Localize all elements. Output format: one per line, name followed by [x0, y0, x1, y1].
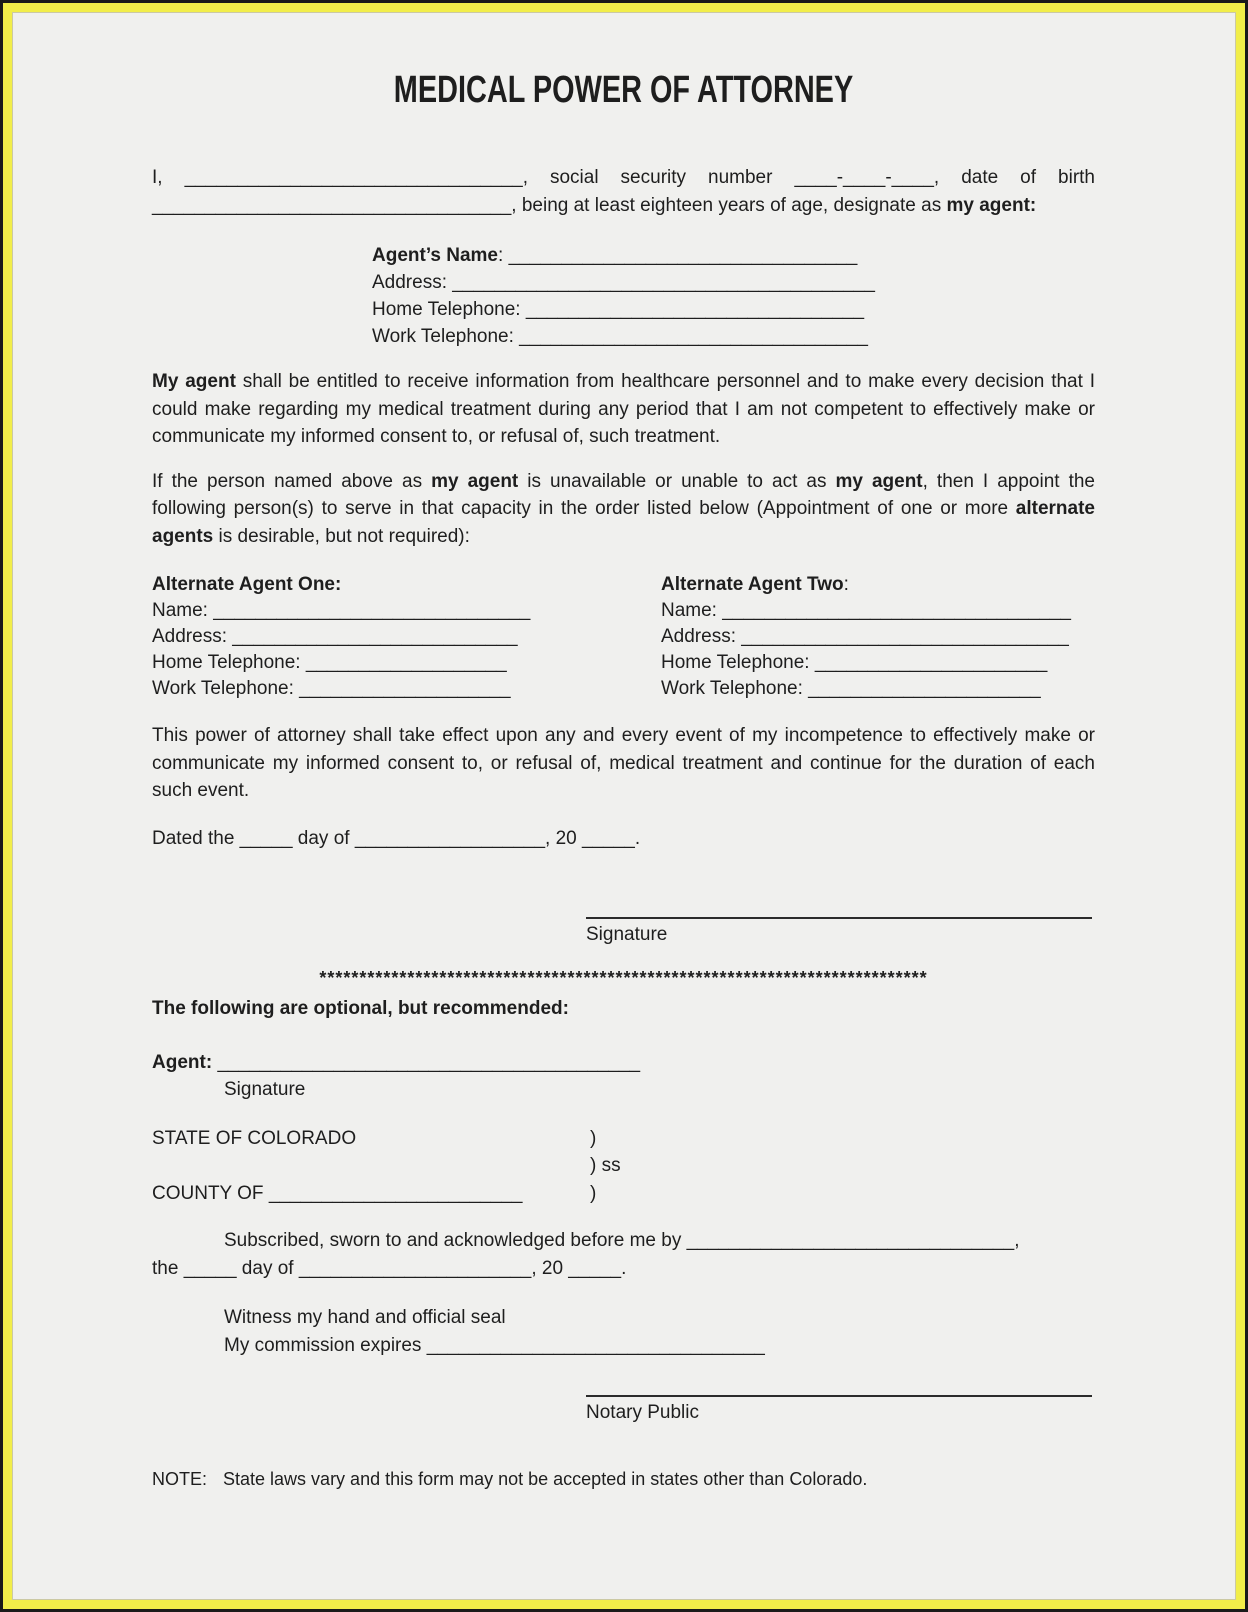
agent-address-label: Address:: [372, 272, 453, 293]
agent-home-phone-blank: ________________________________: [525, 299, 865, 320]
note-label: NOTE:: [152, 1469, 208, 1489]
witness-seal-line: Witness my hand and official seal: [224, 1307, 506, 1328]
agent-work-phone-blank: _________________________________: [519, 326, 868, 347]
alt-one-work-phone-label: Work Telephone:: [152, 678, 300, 699]
intro-text-4: , being at least eighteen years of age, designate as: [511, 194, 947, 216]
venue-paren-3: ): [590, 1182, 597, 1204]
agent-name-line: [372, 242, 1095, 269]
my-agent-bold: my agent:: [946, 194, 1037, 216]
optional-heading: The following are optional, but recommended:: [152, 998, 569, 1019]
alt-bold-3: alternate agents: [152, 498, 1095, 547]
agent-name-sep: :: [498, 245, 509, 266]
agent-work-phone-label: Work Telephone:: [372, 326, 520, 347]
acknowledgment-line-1: [224, 1227, 1095, 1255]
intro-paragraph: [152, 164, 1095, 219]
notary-venue-block: [152, 1125, 1095, 1208]
entitlement-paragraph: [152, 368, 1095, 451]
intro-text-2: , social security number: [522, 167, 795, 188]
alt-two-address-line: [661, 624, 1095, 650]
venue-county-label: COUNTY OF: [152, 1182, 269, 1204]
alt-two-header-colon: :: [843, 574, 849, 595]
agent-signature-blank: ________________________________________: [217, 1051, 641, 1073]
entitlement-text: shall be entitled to receive information from healthcare personnel and to make every decision that I could make regarding my medical treatment during any period that I am not competent to effectively make or communicate my informed consent to, or refusal of, such treatment.: [152, 371, 1095, 447]
alt-one-work-phone-line: [152, 676, 661, 702]
alt-two-work-phone-line: [661, 676, 1095, 702]
acknowledged-by-blank: _______________________________: [686, 1230, 1015, 1251]
alt-one-home-phone-blank: ___________________: [305, 652, 507, 673]
commission-expires-label: My commission expires: [224, 1334, 427, 1356]
alternate-agent-two-block: [661, 572, 1095, 702]
alt-two-address-blank: _______________________________: [741, 626, 1069, 647]
intro-text-1: I,: [152, 167, 185, 188]
alt-text-2: is unavailable or unable to act as: [518, 470, 836, 492]
ssn-blank: ____-____-____: [794, 167, 934, 188]
alt-two-address-label: Address:: [661, 626, 742, 647]
alt-two-header-bold: Alternate Agent Two: [661, 574, 844, 595]
effective-upon-paragraph: This power of attorney shall take effect upon any and every event of my incompetence to effectively make or communicate my informed consent to, or refusal of, medical treatment and continue for the duration of each such event.: [152, 725, 1095, 801]
asterisk-divider: ****************************************************************************: [319, 968, 928, 988]
entitlement-bold: My agent: [152, 371, 236, 392]
acknowledgment-line-2: the _____ day of ______________________, 20 _____.: [152, 1257, 627, 1279]
acknowledgment-text: Subscribed, sworn to and acknowledged before me by: [224, 1230, 687, 1251]
notary-acknowledgment: [152, 1227, 1095, 1282]
commission-expires-blank: ________________________________: [426, 1334, 765, 1356]
alt-two-home-phone-line: [661, 650, 1095, 676]
alt-two-name-label: Name:: [661, 600, 723, 621]
alternate-appointment-paragraph: [152, 468, 1095, 551]
agent-signature-line: [152, 1049, 1095, 1077]
alt-two-work-phone-label: Work Telephone:: [661, 678, 809, 699]
date-of-birth-blank: __________________________________: [152, 194, 512, 216]
alt-one-address-label: Address:: [152, 626, 233, 647]
agent-work-phone-line: [372, 323, 1095, 350]
intro-text-3: , date of birth: [933, 167, 1095, 188]
alt-one-name-label: Name:: [152, 600, 214, 621]
agent-signature-block: [152, 1049, 1095, 1104]
alt-one-name-blank: ______________________________: [213, 600, 531, 621]
venue-state-line: [152, 1125, 1095, 1153]
alt-text-4: is desirable, but not required):: [213, 525, 470, 547]
principal-signature-label: Signature: [586, 924, 668, 945]
notary-signature-label: Notary Public: [586, 1402, 699, 1423]
agent-info-block: [372, 242, 1095, 350]
agent-name-label: Agent’s Name: [372, 245, 498, 266]
commission-expires-line: [224, 1332, 1095, 1360]
alt-two-home-phone-label: Home Telephone:: [661, 652, 815, 673]
venue-county-line: [152, 1180, 1095, 1208]
acknowledgment-comma: ,: [1014, 1230, 1020, 1251]
alt-two-name-blank: _________________________________: [722, 600, 1071, 621]
alt-two-work-phone-blank: ______________________: [808, 678, 1041, 699]
venue-ss-line: [152, 1152, 1095, 1180]
witness-block: [224, 1304, 1095, 1359]
principal-name-blank: ________________________________: [184, 167, 523, 188]
alt-two-home-phone-blank: ______________________: [814, 652, 1048, 673]
alternate-agents-columns: [152, 572, 1095, 702]
notary-signature-block: [586, 1395, 1092, 1426]
agent-signature-sublabel: Signature: [224, 1079, 306, 1100]
alt-text-3: , then I appoint the following person(s) to serve in that capacity in the order listed below (Appointment of one or more: [152, 470, 1095, 519]
alt-one-work-phone-blank: ____________________: [299, 678, 511, 699]
venue-county-blank: ________________________: [268, 1182, 523, 1204]
agent-home-phone-line: [372, 296, 1095, 323]
document-title: MEDICAL POWER OF ATTORNEY: [393, 69, 854, 111]
note-text: State laws vary and this form may not be accepted in states other than Colorado.: [223, 1469, 868, 1489]
alt-two-header: [661, 572, 1095, 598]
footer-note: [152, 1466, 1095, 1494]
agent-address-line: [372, 269, 1095, 296]
agent-address-blank: ________________________________________: [452, 272, 875, 293]
alt-two-name-line: [661, 598, 1095, 624]
alt-one-header: Alternate Agent One:: [152, 574, 342, 595]
alt-one-address-line: [152, 624, 661, 650]
alternate-agent-one-block: [152, 572, 661, 702]
alt-one-name-line: [152, 598, 661, 624]
alt-text-1: If the person named above as: [152, 470, 432, 492]
principal-signature-block: [586, 917, 1092, 948]
alt-one-home-phone-line: [152, 650, 661, 676]
venue-paren-ss: ) ss: [590, 1155, 621, 1176]
agent-name-blank: _________________________________: [508, 245, 858, 266]
alt-one-home-phone-label: Home Telephone:: [152, 652, 306, 673]
venue-state-text: STATE OF COLORADO: [152, 1127, 357, 1149]
dated-line: Dated the _____ day of __________________, 20 _____.: [152, 827, 641, 849]
document-page: [12, 12, 1236, 1600]
alt-bold-2: my agent: [835, 470, 923, 492]
agent-signature-label: Agent:: [152, 1051, 213, 1073]
agent-home-phone-label: Home Telephone:: [372, 299, 526, 320]
venue-paren-1: ): [590, 1127, 597, 1149]
alt-bold-1: my agent: [431, 470, 519, 492]
alt-one-address-blank: ___________________________: [232, 626, 518, 647]
